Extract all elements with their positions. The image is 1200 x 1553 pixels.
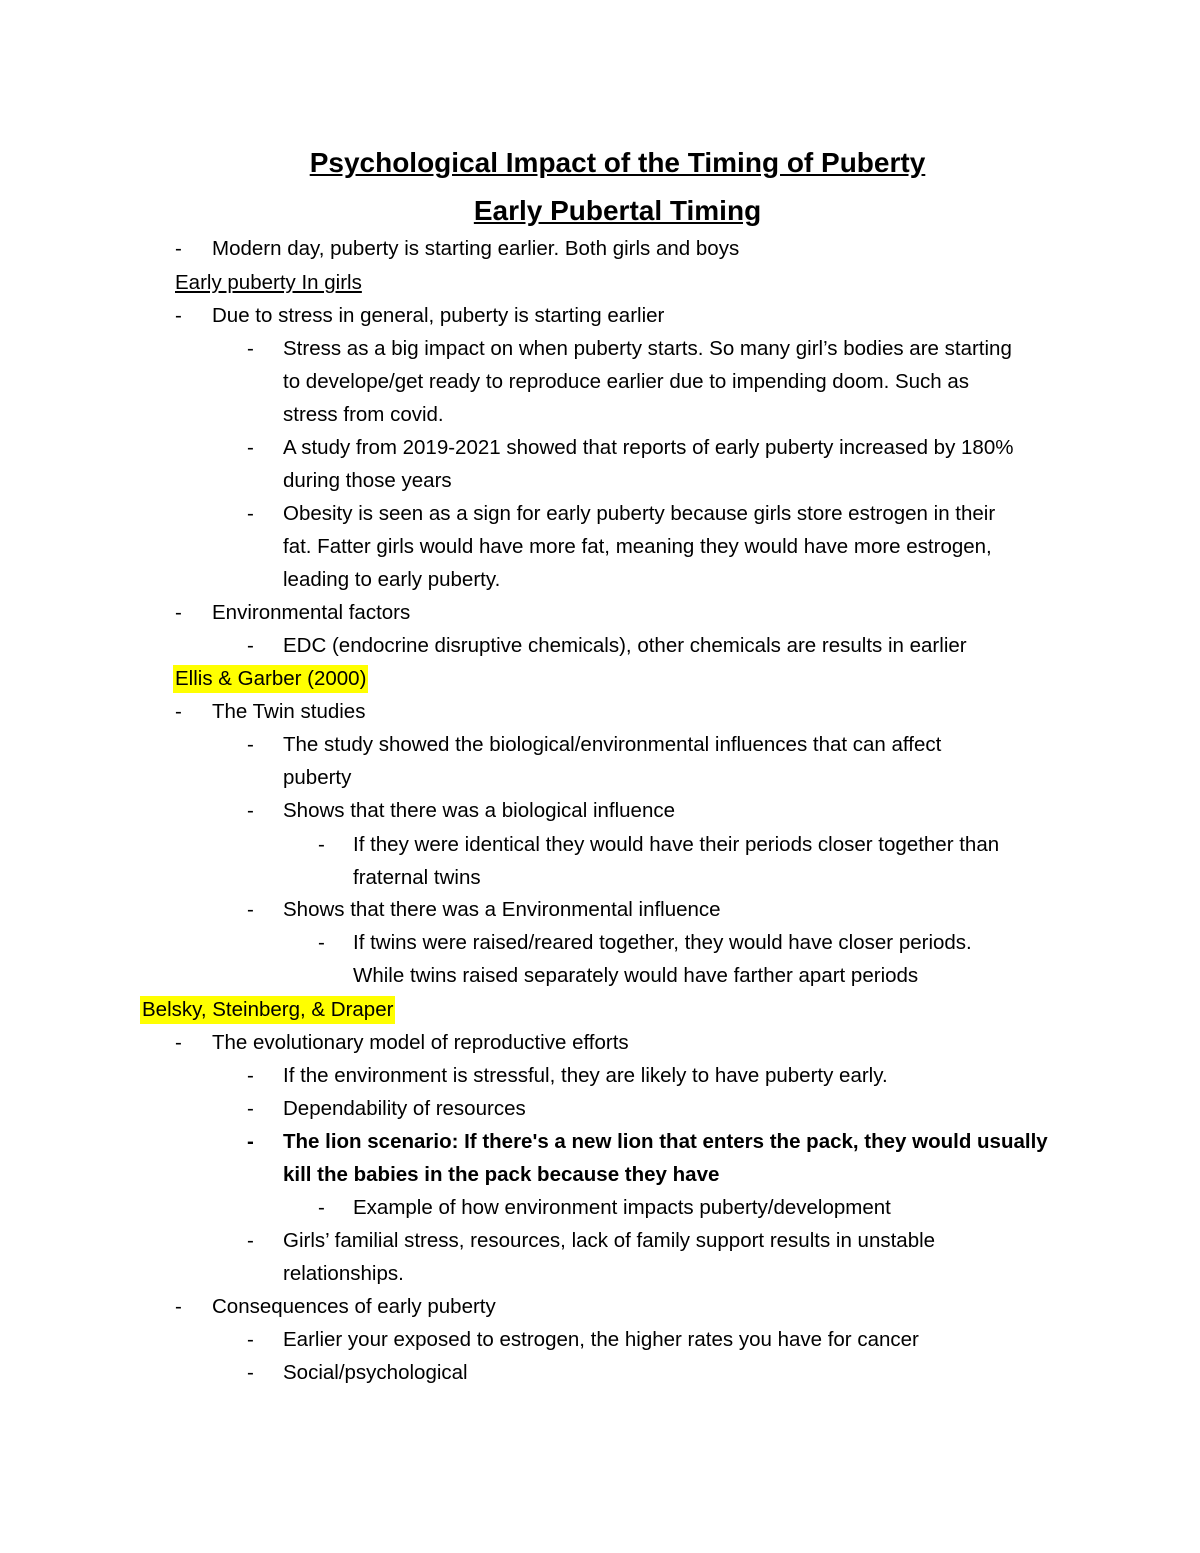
list-item: If the environment is stressful, they are likely to have puberty early. [283,1064,888,1087]
list-item: If they were identical they would have their periods closer together than [353,833,1000,856]
list-item-continuation: fraternal twins [353,866,481,889]
list-item: The Twin studies [212,700,366,723]
highlighted-heading-belsky: Belsky, Steinberg, & Draper [140,996,395,1024]
list-item-continuation: during those years [283,469,452,492]
page-title: Psychological Impact of the Timing of Puberty [309,147,926,178]
section-heading-early-puberty-girls: Early puberty In girls [175,271,362,294]
list-item-continuation: puberty [283,766,352,789]
list-item: Due to stress in general, puberty is starting earlier [212,304,665,327]
list-item: Consequences of early puberty [212,1295,496,1318]
bullet-dash: - [175,304,182,327]
list-item-continuation: While twins raised separately would have farther apart periods [353,964,919,987]
list-item: Shows that there was a biological influence [283,799,676,822]
bullet-dash: - [175,1295,182,1318]
list-item-continuation: to develope/get ready to reproduce earlier due to impending doom. Such as [283,370,970,393]
list-item: Shows that there was a Environmental influence [283,898,721,921]
bullet-dash: - [247,1328,254,1351]
list-item-continuation: relationships. [283,1262,404,1285]
list-item: Environmental factors [212,601,411,624]
highlighted-heading-ellis-garber: Ellis & Garber (2000) [173,665,368,693]
list-item: A study from 2019-2021 showed that reports of early puberty increased by 180% [283,436,1014,459]
list-item: Girls’ familial stress, resources, lack of family support results in unstable [283,1229,936,1252]
list-item: EDC (endocrine disruptive chemicals), other chemicals are results in earlier [283,634,967,657]
list-item: Modern day, puberty is starting earlier. Both girls and boys [212,237,740,260]
list-item: Stress as a big impact on when puberty starts. So many girl’s bodies are starting [283,337,1012,360]
page-subtitle: Early Pubertal Timing [473,195,762,226]
bullet-dash: - [247,1064,254,1087]
bullet-dash: - [247,1361,254,1384]
bullet-dash: - [247,436,254,459]
bullet-dash: - [247,634,254,657]
bullet-dash: - [175,1031,182,1054]
bullet-dash: - [318,1196,325,1219]
bullet-dash: - [175,237,182,260]
list-item-continuation: leading to early puberty. [283,568,501,591]
list-item-continuation: stress from covid. [283,403,444,426]
bullet-dash: - [247,502,254,525]
bullet-dash: - [175,601,182,624]
bullet-dash: - [247,733,254,756]
bullet-dash: - [247,1130,254,1153]
list-item: Earlier your exposed to estrogen, the higher rates you have for cancer [283,1328,919,1351]
bullet-dash: - [318,833,325,856]
list-item-bold: The lion scenario: If there's a new lion that enters the pack, they would usually [283,1130,1048,1153]
bullet-dash: - [318,931,325,954]
bullet-dash: - [247,1097,254,1120]
list-item: The study showed the biological/environmental influences that can affect [283,733,942,756]
list-item: Dependability of resources [283,1097,526,1120]
list-item: Example of how environment impacts puberty/development [353,1196,891,1219]
list-item-bold-continuation: kill the babies in the pack because they have [283,1163,720,1186]
list-item: Social/psychological [283,1361,468,1384]
bullet-dash: - [247,898,254,921]
list-item: The evolutionary model of reproductive efforts [212,1031,629,1054]
list-item: Obesity is seen as a sign for early puberty because girls store estrogen in their [283,502,996,525]
list-item-continuation: fat. Fatter girls would have more fat, meaning they would have more estrogen, [283,535,992,558]
bullet-dash: - [247,799,254,822]
list-item: If twins were raised/reared together, they would have closer periods. [353,931,972,954]
bullet-dash: - [247,1229,254,1252]
bullet-dash: - [247,337,254,360]
bullet-dash: - [175,700,182,723]
